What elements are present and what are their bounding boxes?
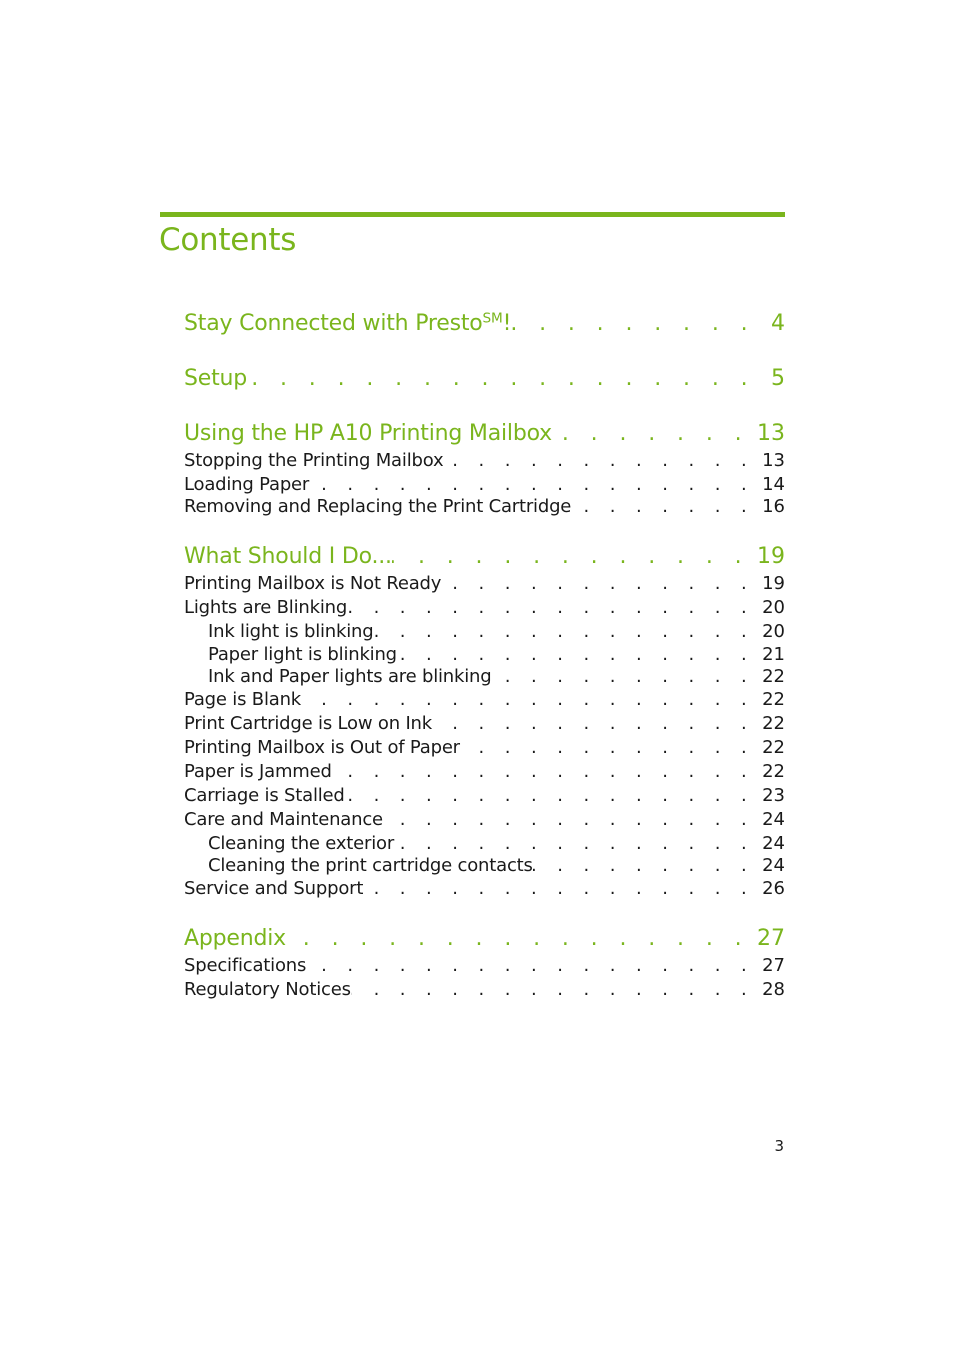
dot-leader (443, 449, 762, 473)
toc-entry-stopping[interactable] (184, 449, 785, 473)
toc-entry-label: Setup (184, 366, 248, 391)
toc-entry-label: Lights are Blinking (184, 597, 348, 618)
toc-entry-using-mailbox[interactable] (184, 419, 785, 449)
toc-entry-label: Removing and Replacing the Print Cartridge (184, 496, 572, 517)
dot-leader (460, 736, 762, 760)
title-rule (160, 212, 785, 217)
toc-entry-label: Regulatory Notices (184, 979, 351, 1000)
toc-entry-label: Printing Mailbox is Out of Paper (184, 737, 460, 758)
toc-page-number: 20 (762, 621, 785, 642)
toc-page-number: 22 (762, 737, 785, 758)
dot-leader (363, 877, 762, 901)
dot-leader (332, 760, 762, 784)
toc-entry-carriage-stalled[interactable] (184, 784, 785, 808)
dot-leader (351, 978, 762, 1002)
toc-page-number: 24 (762, 833, 785, 854)
toc-entry-setup[interactable] (184, 364, 785, 394)
toc-entry-label: Paper is Jammed (184, 761, 332, 782)
toc-page-number: 22 (762, 761, 785, 782)
toc-entry-out-of-paper[interactable] (184, 736, 785, 760)
toc-entry-what-should-i-do[interactable] (184, 542, 785, 572)
toc-page-number: 13 (757, 421, 785, 446)
service-mark: SM (482, 310, 503, 327)
toc-entry-label: Appendix (184, 926, 286, 951)
toc-entry-regulatory[interactable] (184, 978, 785, 1002)
toc-page-number: 21 (762, 644, 785, 665)
toc-entry-label: Service and Support (184, 878, 364, 899)
toc-page-number: 22 (762, 713, 785, 734)
toc-entry-label: Page is Blank (184, 689, 302, 710)
toc-entry-ink-paper-lights[interactable] (208, 665, 785, 689)
dot-leader (309, 473, 762, 497)
toc-page-number: 26 (762, 878, 785, 899)
toc-page-number: 16 (762, 496, 785, 517)
toc-entry-label: Ink light is blinking (208, 621, 374, 642)
toc-page-number: 4 (771, 311, 785, 336)
toc-entry-stay-connected[interactable] (184, 309, 785, 339)
toc-page-number: 27 (757, 926, 785, 951)
toc-entry-service-support[interactable] (184, 877, 785, 901)
toc-page-number: 14 (762, 474, 785, 495)
dot-leader (571, 495, 762, 519)
toc-page-number: 27 (762, 955, 785, 976)
toc-entry-specifications[interactable] (184, 954, 785, 978)
toc-entry-label (184, 309, 511, 339)
dot-leader (432, 712, 762, 736)
toc-entry-not-ready[interactable] (184, 572, 785, 596)
dot-leader (491, 665, 762, 689)
toc-label-suffix: ! (502, 311, 512, 336)
toc-label-text: Stay Connected with Presto (184, 311, 483, 336)
toc-entry-paper-jammed[interactable] (184, 760, 785, 784)
dot-leader (306, 954, 762, 978)
toc-entry-label: Paper light is blinking (208, 644, 397, 665)
toc-page-number: 19 (757, 544, 785, 569)
page-number: 3 (774, 1137, 784, 1155)
toc-entry-label: Loading Paper (184, 474, 310, 495)
page-title: Contents (159, 222, 297, 258)
dot-leader (373, 620, 762, 644)
dot-leader (552, 419, 757, 449)
toc-entry-cleaning-contacts[interactable] (208, 854, 785, 878)
toc-entry-label: What Should I Do... (184, 544, 392, 569)
dot-leader (392, 542, 757, 572)
dot-leader (441, 572, 762, 596)
toc-entry-label: Specifications (184, 955, 307, 976)
toc-entry-label: Ink and Paper lights are blinking (208, 666, 492, 687)
toc-page-number: 22 (762, 666, 785, 687)
toc-page-number: 19 (762, 573, 785, 594)
toc-entry-loading-paper[interactable] (184, 473, 785, 497)
toc-entry-appendix[interactable] (184, 924, 785, 954)
toc-page-number: 28 (762, 979, 785, 1000)
toc-entry-label: Stopping the Printing Mailbox (184, 450, 444, 471)
toc-entry-label: Printing Mailbox is Not Ready (184, 573, 442, 594)
toc-entry-label: Carriage is Stalled (184, 785, 345, 806)
dot-leader (286, 924, 757, 954)
toc-entry-paper-light[interactable] (208, 643, 785, 667)
toc-page-number: 24 (762, 809, 785, 830)
dot-leader (394, 832, 762, 856)
toc-page-number: 22 (762, 689, 785, 710)
dot-leader (383, 808, 762, 832)
toc-entry-low-ink[interactable] (184, 712, 785, 736)
toc-entry-ink-light[interactable] (208, 620, 785, 644)
toc-entry-label: Cleaning the exterior (208, 833, 395, 854)
toc-page-number: 13 (762, 450, 785, 471)
toc-page-number: 24 (762, 855, 785, 876)
toc-page-number: 5 (771, 366, 785, 391)
dot-leader (247, 364, 763, 394)
toc-entry-label: Care and Maintenance (184, 809, 383, 830)
dot-leader (511, 309, 763, 339)
toc-entry-page-blank[interactable] (184, 688, 785, 712)
dot-leader (533, 854, 762, 878)
toc-entry-label: Using the HP A10 Printing Mailbox (184, 421, 552, 446)
dot-leader (345, 784, 762, 808)
toc-entry-lights-blinking[interactable] (184, 596, 785, 620)
toc-entry-label: Cleaning the print cartridge contacts (208, 855, 533, 876)
toc-entry-removing-cartridge[interactable] (184, 495, 785, 519)
toc-entry-care-maintenance[interactable] (184, 808, 785, 832)
toc-page-number: 23 (762, 785, 785, 806)
dot-leader (301, 688, 762, 712)
dot-leader (397, 643, 762, 667)
toc-entry-label: Print Cartridge is Low on Ink (184, 713, 432, 734)
toc-entry-cleaning-exterior[interactable] (208, 832, 785, 856)
toc-page-number: 20 (762, 597, 785, 618)
dot-leader (347, 596, 762, 620)
